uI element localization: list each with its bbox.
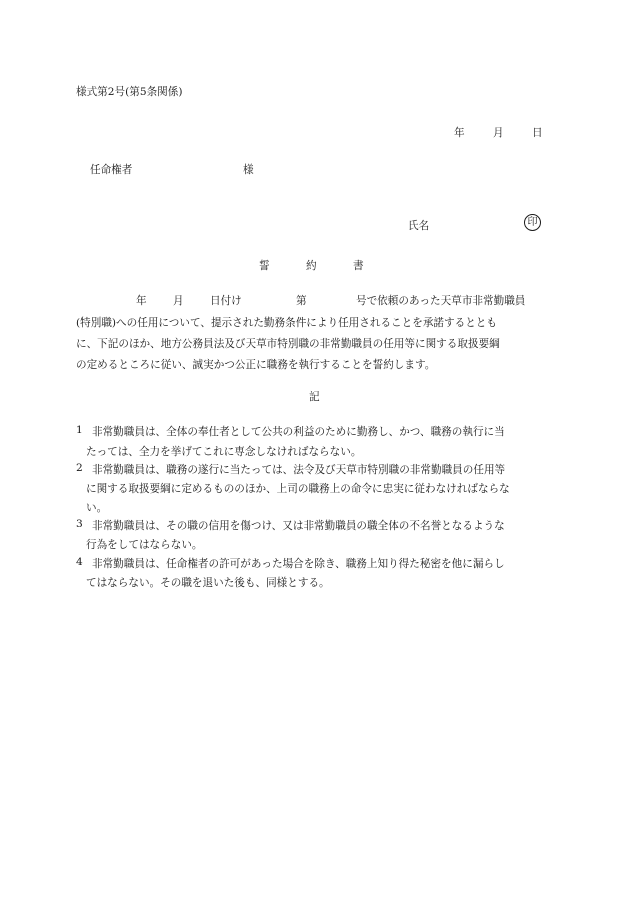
title-char-3: 書 bbox=[353, 260, 364, 272]
intro-line: の定めるところに従い、誠実かつ公正に職務を執行することを誓約します。 bbox=[76, 359, 436, 371]
addressee-label: 任命権者 bbox=[90, 164, 133, 176]
item-text-cont: たっては、全力を挙げてこれに専念しなければならない。 bbox=[86, 446, 362, 458]
date-day: 日 bbox=[531, 127, 543, 139]
addressee-line bbox=[90, 162, 254, 177]
item-number: 3 bbox=[76, 518, 83, 530]
item-number: 4 bbox=[76, 556, 83, 568]
intro-line: (特別職)への任用について、提示された勤務条件により任用されることを承諾するととも bbox=[76, 317, 497, 329]
item-number: 1 bbox=[76, 424, 83, 436]
date-line bbox=[454, 125, 543, 140]
intro-month: 月 bbox=[173, 295, 184, 307]
document-title bbox=[259, 258, 400, 273]
intro-dai: 第 bbox=[296, 295, 307, 307]
item-text: 非常勤職員は、職務の遂行に当たっては、法令及び天草市特別職の非常勤職員の任用等 bbox=[92, 464, 506, 476]
item-text-cont: てはならない。その職を退いた後も、同様とする。 bbox=[86, 577, 330, 589]
item-text-cont: い。 bbox=[86, 502, 108, 514]
title-char-1: 誓 bbox=[259, 260, 270, 272]
form-number-label: 様式第2号(第5条関係) bbox=[76, 86, 183, 98]
item-text-cont: 行為をしてはならない。 bbox=[86, 539, 203, 551]
intro-rest: 号で依頼のあった天草市非常勤職員 bbox=[356, 295, 526, 307]
date-month: 月 bbox=[492, 127, 504, 139]
item-text: 非常勤職員は、任命権者の許可があった場合を除き、職務上知り得た秘密を他に漏らし bbox=[92, 558, 505, 570]
seal-icon: 印 bbox=[524, 214, 541, 231]
item-text: 非常勤職員は、その職の信用を傷つけ、又は非常勤職員の職全体の不名誉となるような bbox=[92, 520, 505, 532]
date-year: 年 bbox=[454, 127, 465, 139]
ki-heading: 記 bbox=[309, 391, 320, 403]
signer-name-label: 氏名 bbox=[408, 220, 430, 232]
title-char-2: 約 bbox=[306, 260, 317, 272]
intro-line: に、下記のほか、地方公務員法及び天草市特別職の非常勤職員の任用等に関する取扱要綱 bbox=[76, 338, 500, 350]
intro-year: 年 bbox=[136, 295, 147, 307]
intro-dated: 日付け bbox=[210, 295, 242, 307]
item-text: 非常勤職員は、全体の奉仕者として公共の利益のために勤務し、かつ、職務の執行に当 bbox=[92, 426, 505, 438]
item-text-cont: に関する取扱要綱に定めるもののほか、上司の職務上の命令に忠実に従わなければならな bbox=[86, 483, 510, 495]
item-number: 2 bbox=[76, 462, 83, 474]
addressee-suffix: 様 bbox=[243, 164, 254, 176]
